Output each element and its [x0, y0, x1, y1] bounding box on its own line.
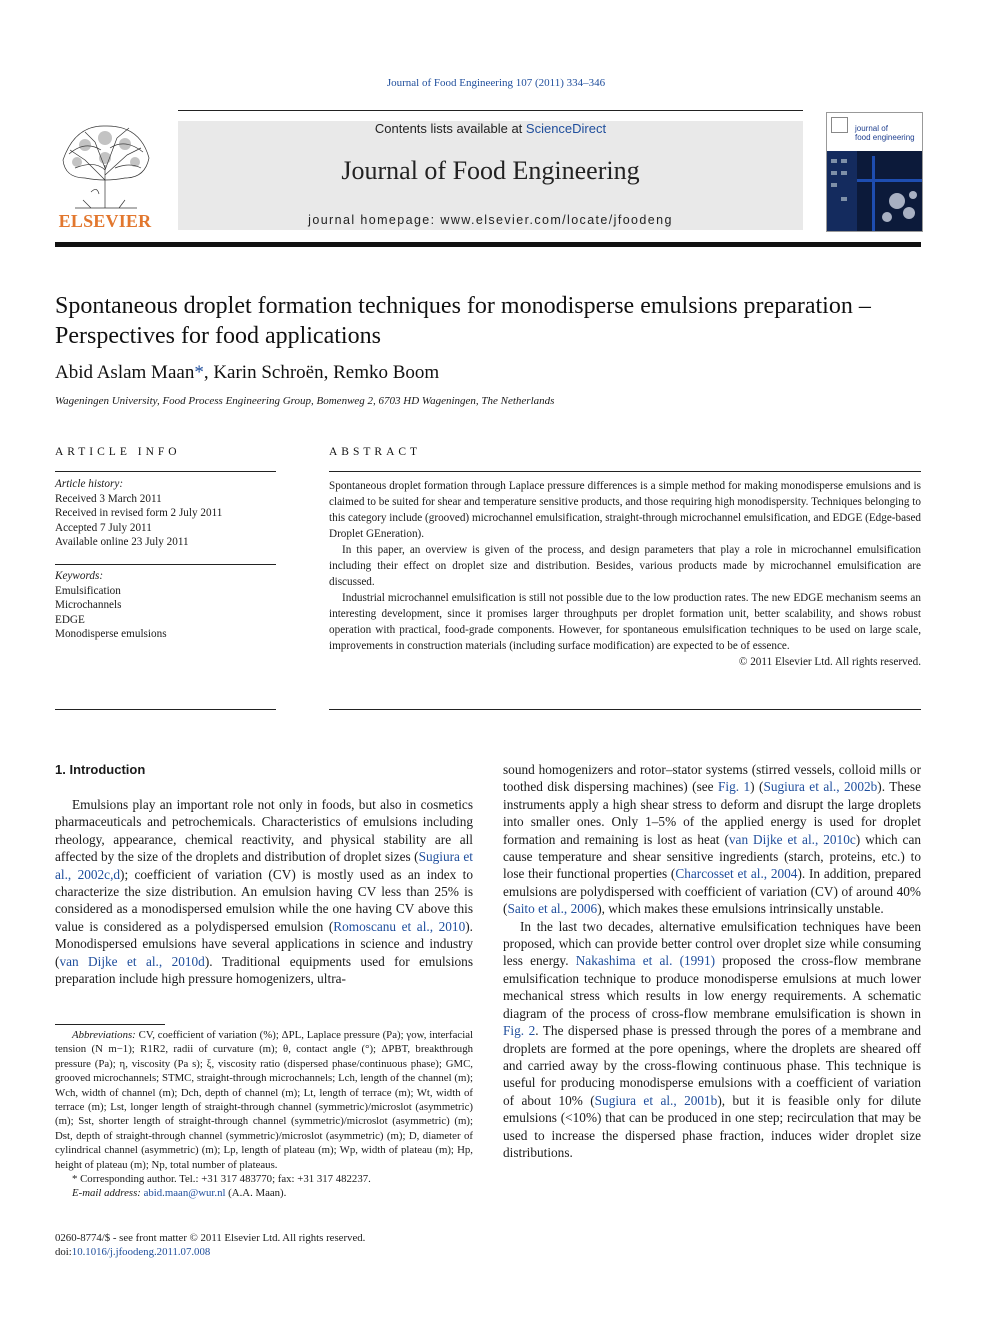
- article-info-bottom-rule: [55, 709, 276, 710]
- citation-link[interactable]: Nakashima et al. (1991): [575, 953, 716, 969]
- figure-link[interactable]: Fig. 1: [718, 779, 751, 795]
- history-received: Received 3 March 2011: [55, 492, 162, 505]
- coauthor-names: , Karin Schroën, Remko Boom: [203, 362, 440, 383]
- email-footnote: [55, 1186, 473, 1200]
- author-name: Abid Aslam Maan: [55, 362, 195, 383]
- keyword: Emulsification: [55, 584, 121, 597]
- abstract-paragraph: In this paper, an overview is given of the process, and design parameters that play a role in microchannel emulsification including their effect on droplet size and distribution. Besides, various products made by microchannel emulsification are discussed.: [329, 544, 921, 588]
- keywords-rule: [55, 564, 276, 565]
- text-run: In the last two decades, alternative emulsification techniques have been proposed, which can provide better control over droplet size while consuming less energy.: [503, 918, 921, 969]
- history-revised: Received in revised form 2 July 2011: [55, 507, 223, 519]
- article-history-label: Article history:: [55, 478, 124, 490]
- homepage-prefix: journal homepage:: [308, 213, 441, 227]
- keyword: Monodisperse emulsions: [55, 628, 167, 640]
- text-run: ). In addition, prepared emulsions are polydispersed with coefficient of variation (CV) of around 40% (: [503, 866, 922, 917]
- text-run: ) (: [750, 779, 764, 795]
- text-run: ), but it is feasible only for dilute emulsions (<10%) that can be produced in one step; recirculation that may be used to increase the dispersed phase fraction, induces wider droplet size distributions.: [503, 1092, 921, 1160]
- header-rule: [178, 110, 803, 111]
- article-info-heading: ARTICLE INFO: [55, 446, 181, 458]
- text-run: ). Monodispersed emulsions have several applications in science and industry (: [55, 918, 473, 969]
- history-accepted: Accepted 7 July 2011: [55, 521, 152, 534]
- text-run: ); coefficient of variation (CV) is mostly used as an index to characterize the size distribution. An emulsion having CV less than 25% is considered as a monodispersed emulsion while the one having CV above this value is considered as a polydispersed emulsion (: [55, 866, 473, 934]
- sciencedirect-link[interactable]: ScienceDirect: [525, 121, 607, 136]
- abbreviations-text: CV, coefficient of variation (%); ΔPL, Laplace pressure (Pa); γow, interfacial tension (N m−1); R1R2, radii of curvature (m); θ, contact angle (°); ΔPBT, breakthrough pressure (Pa); η, viscosity (Pa s); ξ, viscosity ratio (dispersed phase/continuous phase); GMC, grooved microchannels; STMC, straight-through microchannels; Lch, length of the channel (m); Wch, width of channel (m); Dch, depth of channel (m); Lt, length of terrace (m); Wt, width of terrace (m); Lst, longer length of straight-through channel (symmetric)/microslot (asymmetric) (m); Sst, shorter length of straight-through channel (symmetric)/microslot (asymmetric) (m); Dst, depth of straight-through channel (symmetric)/microslot (asymmetric) (m); D, diameter of cylindrical channel (asymmetric) (m); Lp, length of plateau (m); Wp, width of plateau (m); Hp, height of plateau (m); Np, total number of plateaus.: [55, 1029, 473, 1171]
- email-label: E-mail address:: [72, 1187, 141, 1200]
- text-run: proposed the cross-flow membrane emulsification technique to produce monodisperse emulsions at much lower mechanical stress which results in low energy requirements. A schematic diagram of the process of cross-flow membrane emulsification is shown in: [503, 953, 921, 1021]
- abstract-heading: ABSTRACT: [329, 446, 422, 458]
- citation-link[interactable]: Romoscanu et al., 2010: [333, 918, 466, 934]
- cover-title-line1: journal of: [855, 124, 888, 133]
- header-thick-rule: [55, 242, 921, 247]
- doi-prefix: doi:: [55, 1246, 72, 1259]
- cover-title-line2: food engineering: [855, 133, 915, 142]
- abbreviations-label: Abbreviations:: [72, 1029, 136, 1041]
- issn-line: 0260-8774/$ - see front matter © 2011 Elsevier Ltd. All rights reserved.: [55, 1232, 366, 1244]
- keywords-label: Keywords:: [55, 570, 104, 582]
- footnote-mark: *: [72, 1173, 78, 1186]
- author-affiliation: Wageningen University, Food Process Engineering Group, Bomenweg 2, 6703 HD Wageningen, The Netherlands: [55, 395, 555, 407]
- text-run: sound homogenizers and rotor–stator systems (stirred vessels, colloid mills or toothed disk dispersing machines) (see: [503, 762, 921, 795]
- citation-link[interactable]: van Dijke et al., 2010c: [728, 831, 856, 847]
- doi-link[interactable]: 10.1016/j.jfoodeng.2011.07.008: [71, 1246, 211, 1259]
- abstract-body: [329, 478, 921, 670]
- citation-link[interactable]: Sugiura et al., 2001b: [594, 1092, 718, 1108]
- intro-paragraph-continued: [503, 761, 921, 918]
- publication-info: [55, 1231, 365, 1260]
- citation-link[interactable]: Saito et al., 2006: [507, 901, 598, 917]
- abstract-paragraph: Spontaneous droplet formation through Laplace pressure differences is a simple method for making monodisperse emulsions and is claimed to be suited for shear and temperature sensitive products, and those requiring high monodispersity. Techniques belonging to this category include (grooved) microchannel emulsification, straight-through microchannel emulsification, and EDGE (Edge-based Droplet GEneration).: [329, 480, 921, 540]
- journal-title: Journal of Food Engineering: [341, 156, 640, 185]
- text-run: . The dispersed phase is pressed through the pores of a membrane and droplets are formed at the pore openings, where the droplets are sheared off and carried away by the cross-flowing continuous phase. This technique is useful for producing monodisperse emulsions with a coefficient of variation of about 10% (: [503, 1023, 921, 1108]
- intro-paragraph: [503, 918, 921, 1162]
- article-title: Spontaneous droplet formation techniques for monodisperse emulsions preparation – Perspectives for food applications: [55, 293, 871, 349]
- text-run: Emulsions play an important role not only in foods, but also in cosmetics pharmaceuticals and petrochemicals. Characteristics of emulsions including rheology, appearance, chemical reactivity, and physical stability are all affected by the size of the droplets and distribution of droplet sizes (: [55, 797, 473, 865]
- author-list: [55, 362, 921, 384]
- intro-right-column: [503, 761, 921, 1161]
- abstract-copyright: © 2011 Elsevier Ltd. All rights reserved.: [738, 656, 921, 668]
- citation-link[interactable]: Sugiura et al., 2002c,d: [55, 849, 473, 882]
- history-online: Available online 23 July 2011: [55, 536, 189, 548]
- doi-line: [55, 1245, 365, 1259]
- keyword: EDGE: [55, 613, 85, 626]
- corresponding-author-contact: Corresponding author. Tel.: +31 317 483770; fax: +31 317 482237.: [77, 1173, 371, 1186]
- text-run: ). Traditional equipments used for emulsions preparation include high pressure homogenizers, ultra-: [55, 953, 473, 987]
- cover-artwork: [827, 151, 922, 231]
- contents-line: [178, 121, 803, 136]
- citation-link[interactable]: Charcosset et al., 2004: [675, 866, 798, 882]
- abstract-rule: [329, 471, 921, 472]
- article-info-rule: [55, 471, 276, 472]
- text-run: ), which makes these emulsions intrinsically unstable.: [597, 901, 884, 917]
- text-run: ) which can cause temperature and shear sensitive ingredients (starch, proteins, etc.) to lose their functional properties (: [503, 831, 922, 882]
- intro-left-column: [55, 796, 473, 987]
- elsevier-wordmark: ELSEVIER: [58, 211, 152, 231]
- journal-homepage: [178, 213, 803, 227]
- keyword: Microchannels: [55, 599, 122, 611]
- journal-cover-thumbnail: [826, 112, 923, 232]
- keywords-block: [55, 569, 276, 642]
- homepage-url[interactable]: www.elsevier.com/locate/jfoodeng: [440, 213, 673, 227]
- footnote-rule: [55, 1024, 165, 1025]
- journal-citation[interactable]: Journal of Food Engineering 107 (2011) 334–346: [386, 77, 606, 89]
- email-suffix: (A.A. Maan).: [225, 1187, 287, 1200]
- cover-title: [855, 124, 921, 142]
- contents-prefix: Contents lists available at: [374, 121, 526, 136]
- corresponding-author-mark[interactable]: *: [194, 362, 204, 383]
- author-email-link[interactable]: abid.maan@wur.nl: [143, 1187, 226, 1200]
- abstract-paragraph: Industrial microchannel emulsification is still not possible due to the low production rates. The new EDGE mechanism seems an interesting development, since it promises larger throughputs per droplet formation unit, better scalability, and shows robust operation with practical, food-grade components. However, for spontaneous emulsification techniques to be used on large scale, improvements in construction materials (including surface modification) are expected to be of essence.: [329, 592, 921, 652]
- cover-emblem: [831, 117, 848, 133]
- article-history: [55, 477, 276, 550]
- footnotes: [55, 1028, 473, 1201]
- section-heading-introduction: 1. Introduction: [55, 762, 146, 777]
- abbreviations-footnote: [55, 1028, 473, 1172]
- figure-link[interactable]: Fig. 2: [503, 1023, 536, 1039]
- intro-paragraph: [55, 796, 473, 987]
- citation-link[interactable]: Sugiura et al., 2002b: [763, 779, 878, 795]
- text-run: ). These instruments apply a high shear stress to deform and disrupt the large droplets into smaller ones. Only 1–5% of the applied energy is used for droplet formation and remaining is lost as heat (: [503, 779, 921, 847]
- abstract-bottom-rule: [329, 709, 921, 710]
- corresponding-author-footnote: [55, 1172, 473, 1186]
- citation-link[interactable]: van Dijke et al., 2010d: [59, 953, 205, 969]
